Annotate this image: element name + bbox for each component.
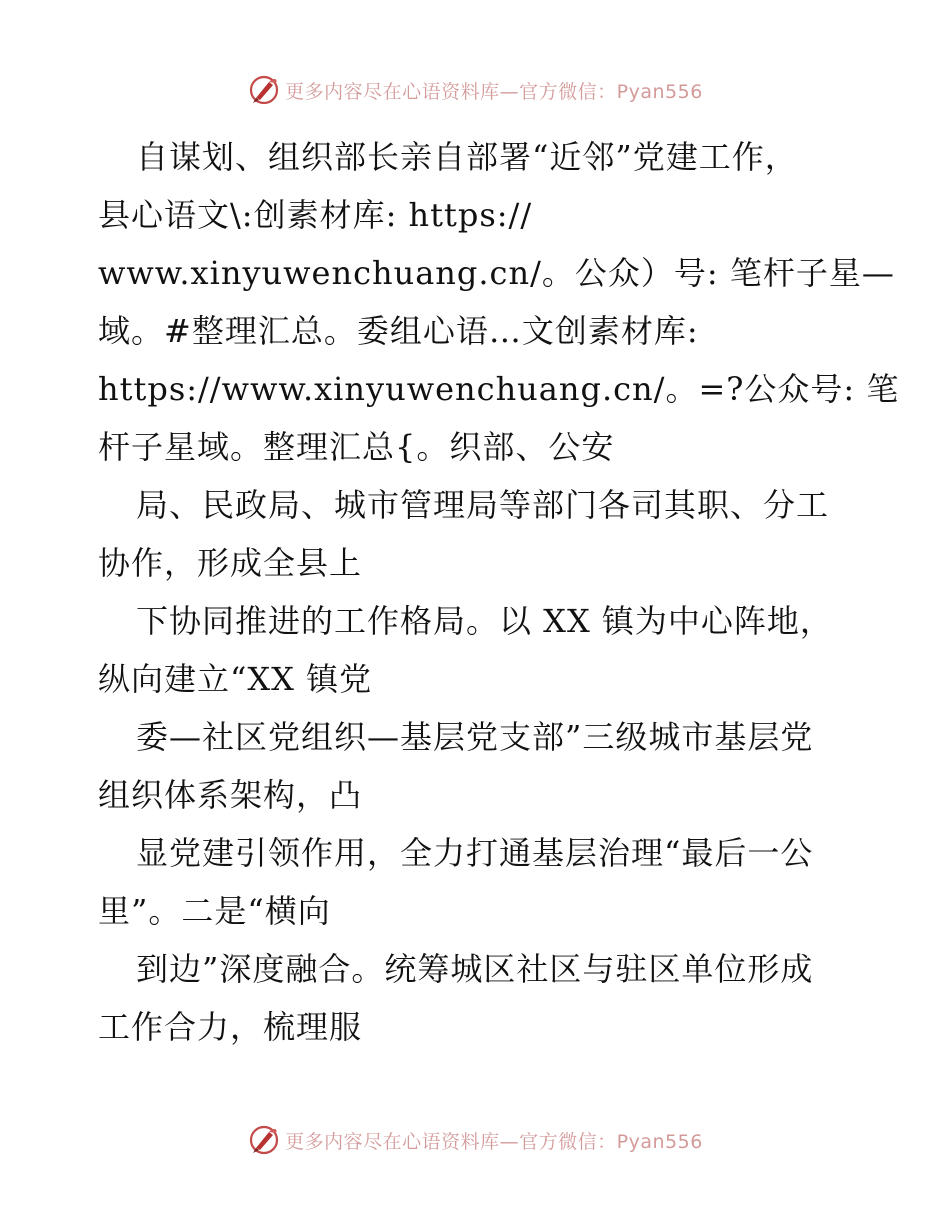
document-body <box>98 128 900 1056</box>
text-line: 纵向建立“XX 镇党 <box>98 660 373 698</box>
text-line: 域。#整理汇总。委组心语…文创素材库: <box>98 312 699 350</box>
quill-pen-logo-icon <box>247 73 281 107</box>
text-line: 委—社区党组织—基层党支部”三级城市基层党 <box>136 718 814 756</box>
text-line: 自谋划、组织部长亲自部署“近邻”党建工作， <box>136 138 798 176</box>
text-line: 组织体系架构，凸 <box>98 776 363 814</box>
text-line: https://www.xinyuwenchuang.cn/。=?公众号: 笔 <box>98 370 900 408</box>
footer-banner <box>0 1120 950 1160</box>
text-line: 杆子星域。整理汇总{。织部、公安 <box>98 428 615 466</box>
text-line: www.xinyuwenchuang.cn/。公众）号: 笔杆子星— <box>98 254 895 292</box>
text-line: 县心语文\:创素材库: https:// <box>98 196 533 234</box>
text-line: 显党建引领作用，全力打通基层治理“最后一公 <box>136 834 814 872</box>
text-line: 到边”深度融合。统筹城区社区与驻区单位形成 <box>136 950 814 988</box>
banner-text: 更多内容尽在心语资料库—官方微信：Pyan556 <box>285 1130 703 1153</box>
text-line: 里”。二是“横向 <box>98 892 331 930</box>
quill-pen-logo-icon <box>247 1123 281 1157</box>
banner-text: 更多内容尽在心语资料库—官方微信：Pyan556 <box>285 80 703 103</box>
text-line: 协作，形成全县上 <box>98 544 363 582</box>
header-banner <box>0 70 950 110</box>
text-line: 局、民政局、城市管理局等部门各司其职、分工 <box>136 486 830 524</box>
text-line: 工作合力，梳理服 <box>98 1008 363 1046</box>
text-line: 下协同推进的工作格局。以 XX 镇为中心阵地， <box>136 602 833 640</box>
